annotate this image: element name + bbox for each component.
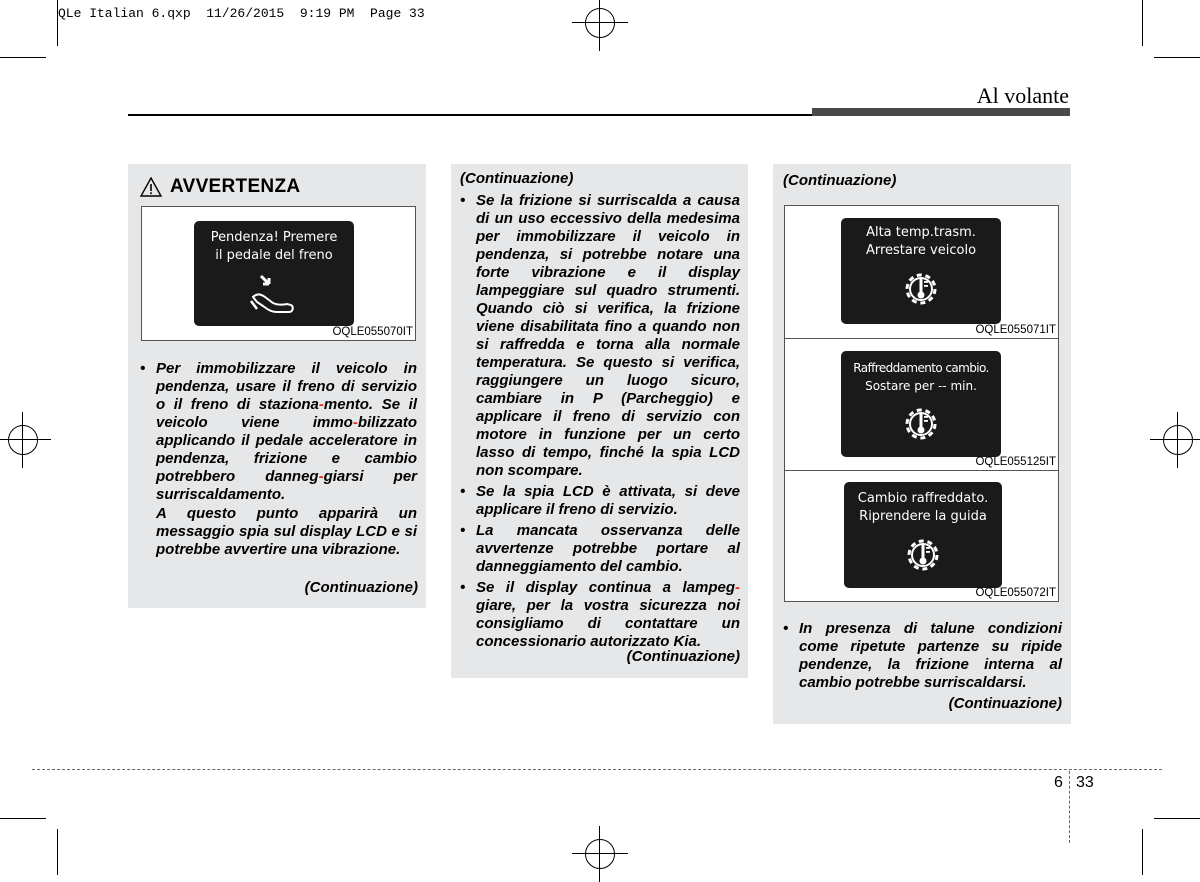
list-item: • Se la frizione si surriscalda a causa di un uso eccessivo della medesima per immobilizzare il veicolo in pendenza, si potrebbe notare una forte vibrazione e il display lampeggiare sul quadro strumenti. Quando ciò si verifica, la frizione viene disabilitata fino a quando non si raffredda e torna alla normale temperatura. Se questo si verifica, raggiungere un luogo sicuro, cambiare in P (Parcheggio) e applicare il freno di servizio con motore in funzione per un certo lasso di tempo, finché la spia LCD non scompare. [460,192,740,480]
hyphen: - [318,396,324,413]
lcd-line: Arrestare veicolo [865,243,977,258]
continued-label: (Continuazione) [304,579,418,596]
list-item: • In presenza di talune condizioni come ripetute partenze su ripide pendenze, la frizione interna al cambio potrebbe surriscaldarsi. [783,620,1062,692]
footer-rule [32,769,1162,770]
bullet-list [460,192,740,654]
crop-mark [0,818,46,819]
crop-mark [1142,0,1143,46]
crop-mark [57,829,58,875]
figure-panel [785,206,1058,339]
section-title: Al volante [976,83,1069,108]
lcd-line: Sostare per -- min. [865,379,977,393]
warning-bullets [140,360,417,507]
lcd-display [841,351,1001,457]
transmission-temperature-icon [900,268,942,310]
header-rule [128,114,812,116]
hyphen: - [352,414,358,431]
transmission-temperature-icon [902,534,944,576]
warning-title: AVVERTENZA [170,176,301,197]
bullet-list [783,620,1062,695]
lcd-line: Cambio raffreddato. [857,491,989,506]
lcd-line: Raffreddamento cambio. [853,361,989,375]
continued-label: (Continuazione) [783,172,897,189]
continued-label: (Continuazione) [948,695,1062,712]
registration-mark-bottom [585,839,615,869]
continued-label: (Continuazione) [626,648,740,665]
continued-panel-2 [451,164,748,678]
lcd-display [844,482,1002,588]
list-item: • Per immobilizzare il veicolo in pendenza, usare il freno di servizio o il freno di staziona-mento. Se il veicolo viene immo-bilizzato applicando il pedale acceleratore in pendenza, frizione e cambio potrebbero danneg-giarsi per surriscaldamento. [140,360,417,504]
figure-brake-message [141,206,416,341]
print-slug: QLe Italian 6.qxp 11/26/2015 9:19 PM Page 33 [58,6,425,21]
foot-on-brake-pedal-icon [247,271,301,317]
figure-code: OQLE055071IT [975,324,1056,336]
warning-panel [128,164,426,608]
figure-transmission-messages [784,205,1059,602]
warning-paragraph: A questo punto apparirà un messaggio spia sul display LCD e si potrebbe avvertire una vibrazione. [156,505,417,558]
warning-triangle-icon [140,177,162,197]
lcd-line: Pendenza! Premere [210,230,338,245]
continued-label: (Continuazione) [460,170,574,187]
list-item: • La mancata osservanza delle avvertenze potrebbe portare al danneggiamento del cambio. [460,522,740,576]
list-item: • Se la spia LCD è attivata, si deve applicare il freno di servizio. [460,483,740,519]
chapter-number: 6 [1054,774,1063,791]
crop-mark [1154,818,1200,819]
crop-mark [0,57,46,58]
warning-heading [140,176,300,198]
list-item: • Se il display continua a lampeg-giare, per la vostra sicurezza noi consigliamo di contattare un concessionario autorizzato Kia. [460,579,740,651]
registration-mark-right [1163,425,1193,455]
lcd-display [841,218,1001,324]
lcd-line: Alta temp.trasm. [866,225,976,240]
lcd-line: il pedale del freno [215,248,333,263]
header-bar [812,108,1070,116]
figure-panel [785,339,1058,471]
hyphen: - [318,468,324,485]
figure-code: OQLE055072IT [975,587,1056,599]
figure-panel [785,471,1058,601]
crop-mark [1142,829,1143,875]
transmission-temperature-icon [900,403,942,445]
continued-panel-3 [773,164,1071,724]
lcd-display [194,221,354,326]
footer-divider [1069,771,1070,843]
figure-code: OQLE055125IT [975,456,1056,468]
hyphen: - [735,579,740,596]
registration-mark-left [8,425,38,455]
crop-mark [1154,57,1200,58]
page-number: 33 [1076,774,1094,791]
lcd-line: Riprendere la guida [859,509,987,524]
registration-mark-top [585,8,615,38]
figure-code: OQLE055070IT [332,326,413,338]
